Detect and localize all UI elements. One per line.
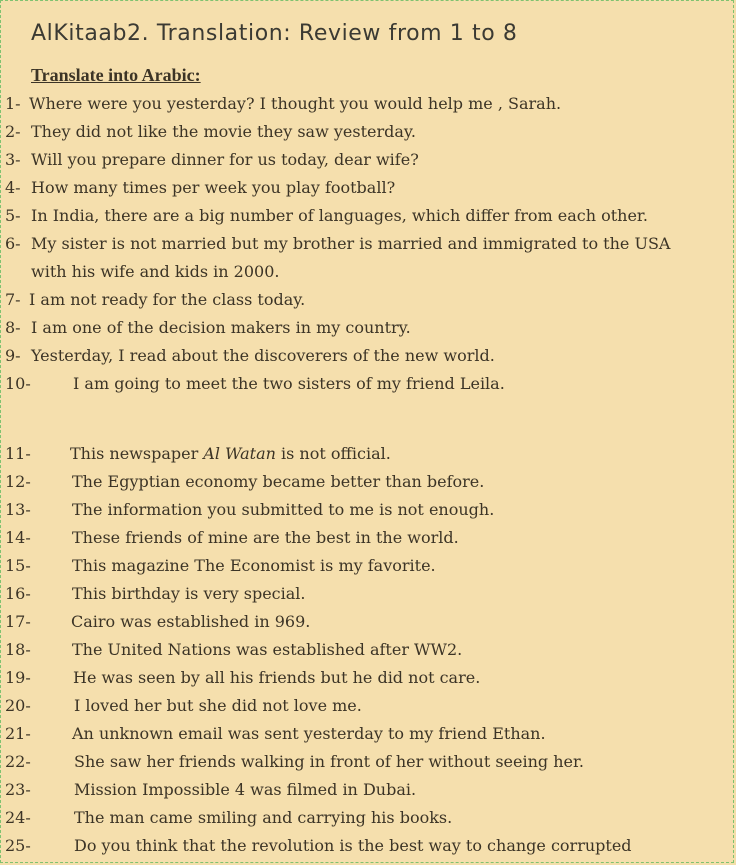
- newspaper-name: Al Watan: [203, 444, 276, 463]
- item-number: 12-: [5, 472, 31, 491]
- item-number: 1-: [5, 94, 21, 113]
- item-number: 2-: [5, 122, 21, 141]
- item-text: An unknown email was sent yesterday to my friend Ethan.: [72, 724, 546, 743]
- item-number: 13-: [5, 500, 31, 519]
- item-number: 9-: [5, 346, 21, 365]
- item-text: This magazine The Economist is my favorite.: [72, 556, 436, 575]
- item-number: 19-: [5, 668, 31, 687]
- item-text: The Egyptian economy became better than before.: [72, 472, 485, 491]
- document-title: AlKitaab2. Translation: Review from 1 to 8: [31, 21, 518, 46]
- item-number: 18-: [5, 640, 31, 659]
- item-number: 16-: [5, 584, 31, 603]
- item-text: with his wife and kids in 2000.: [31, 262, 280, 281]
- item-number: 3-: [5, 150, 21, 169]
- item-text: The information you submitted to me is not enough.: [72, 500, 495, 519]
- item-text: Will you prepare dinner for us today, dear wife?: [31, 150, 419, 169]
- item-number: 17-: [5, 612, 31, 631]
- item-text: In India, there are a big number of languages, which differ from each other.: [31, 206, 648, 225]
- item-number: 11-: [5, 444, 31, 463]
- item-number: 23-: [5, 780, 31, 799]
- item-number: 14-: [5, 528, 31, 547]
- section-heading: Translate into Arabic:: [31, 65, 201, 85]
- item-text: I am not ready for the class today.: [29, 290, 306, 309]
- item-text: Mission Impossible 4 was filmed in Dubai.: [74, 780, 417, 799]
- item-number: 7-: [5, 290, 21, 309]
- item-text: My sister is not married but my brother is married and immigrated to the USA: [31, 234, 671, 253]
- item-text: She saw her friends walking in front of her without seeing her.: [74, 752, 584, 771]
- item-text: I loved her but she did not love me.: [74, 696, 362, 715]
- item-text: This birthday is very special.: [72, 584, 306, 603]
- item-text: I am going to meet the two sisters of my friend Leila.: [73, 374, 505, 393]
- item-number: 22-: [5, 752, 31, 771]
- item-text: The man came smiling and carrying his books.: [74, 808, 453, 827]
- item-text: I am one of the decision makers in my country.: [31, 318, 411, 337]
- item-text: They did not like the movie they saw yesterday.: [31, 122, 416, 141]
- item-number: 24-: [5, 808, 31, 827]
- item-text: Do you think that the revolution is the best way to change corrupted: [74, 836, 632, 855]
- item-number: 25-: [5, 836, 31, 855]
- item-number: 21-: [5, 724, 31, 743]
- item-number: 6-: [5, 234, 21, 253]
- item-text: Where were you yesterday? I thought you would help me , Sarah.: [29, 94, 562, 113]
- item-number: 4-: [5, 178, 21, 197]
- item-number: 20-: [5, 696, 31, 715]
- item-text: How many times per week you play football?: [31, 178, 396, 197]
- item-text: These friends of mine are the best in the world.: [72, 528, 459, 547]
- item-text: He was seen by all his friends but he did not care.: [73, 668, 481, 687]
- item-text: Yesterday, I read about the discoverers of the new world.: [31, 346, 495, 365]
- item-number: 8-: [5, 318, 21, 337]
- item-number: 15-: [5, 556, 31, 575]
- item-text: Cairo was established in 969.: [71, 612, 311, 631]
- item-number: 5-: [5, 206, 21, 225]
- item-text: This newspaper Al Watan is not official.: [70, 444, 391, 463]
- item-number: 10-: [5, 374, 31, 393]
- item-text: The United Nations was established after WW2.: [72, 640, 463, 659]
